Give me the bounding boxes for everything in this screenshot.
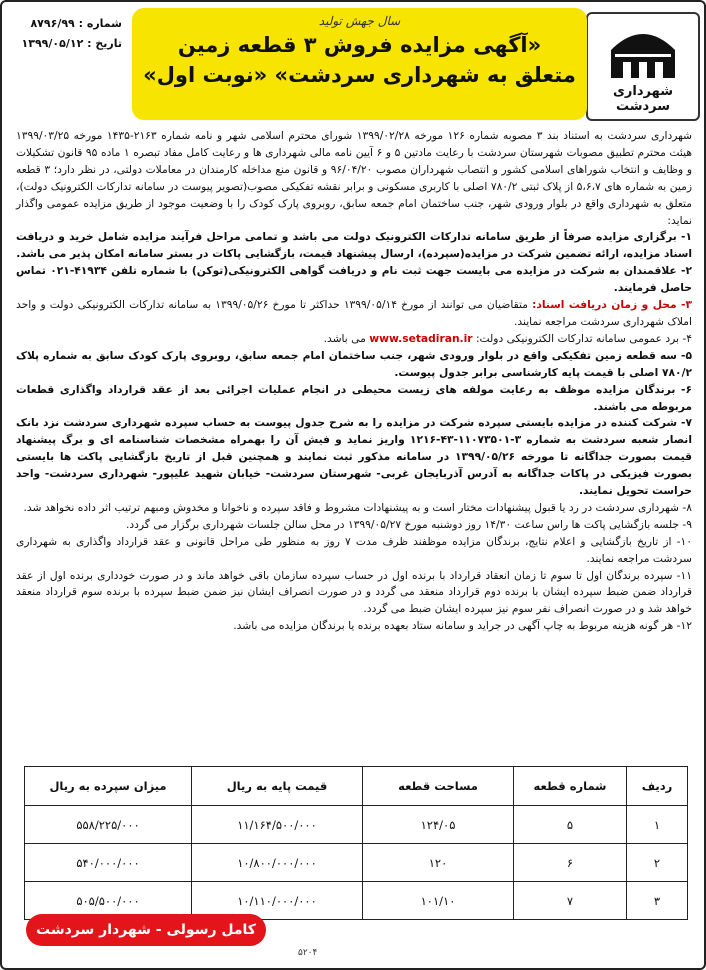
table-row: [25, 806, 688, 844]
col-row-header: ردیف: [627, 767, 688, 806]
cell-deposit: ۵۰۵/۵۰۰/۰۰۰: [25, 882, 192, 920]
cell-area: ۱۲۰: [363, 844, 514, 882]
cell-row: ۲: [627, 844, 688, 882]
clause-11: ۱۱- سپرده برندگان اول تا سوم تا زمان انعقاد قرارداد با برنده اول در حساب سپرده سازمان باقی خواهد ماند و در صورت خودداری برنده اول از عقد قرارداد ضمن ضبط سپرده ایشان با برنده دوم قرارداد منعقد می گردد و در صورت انصراف ایشان نیز ضمن ضبط سپرده با برنده سوم قرارداد منعقد خواهد شد و در صورت انصراف نفر سوم نیز سپرده ایشان ضبط می گردد.: [16, 568, 692, 616]
clause-3: [16, 297, 692, 331]
header: [2, 2, 706, 127]
cell-base-price: ۱۰/۸۰۰/۰۰۰/۰۰۰: [192, 844, 363, 882]
col-area-header: مساحت قطعه: [363, 767, 514, 806]
cell-area: ۱۰۱/۱۰: [363, 882, 514, 920]
clause-5: ۵- سه قطعه زمین تفکیکی واقع در بلوار ورودی شهر، جنب ساختمان امام جمعه سابق، روبروی پارک کودک سابق به شماره پلاک ۷۸۰/۲ اصلی با قیمت پایه کارشناسی برابر جدول پیوست.: [16, 348, 692, 379]
cell-area: ۱۲۴/۰۵: [363, 806, 514, 844]
col-parcel-header: شماره قطعه: [514, 767, 627, 806]
title-banner: [132, 8, 587, 120]
municipality-logo: [586, 12, 700, 121]
ad-body: [16, 128, 692, 635]
mayor-signature: کامل رسولی - شهردار سردشت: [26, 914, 266, 946]
clause-9: ۹- جلسه بازگشایی پاکت ها راس ساعت ۱۴/۳۰ روز دوشنبه مورخ ۱۳۹۹/۰۵/۲۷ در محل سالن جلسات شهرداری برگزار می گردد.: [125, 517, 692, 531]
col-deposit-header: میزان سپرده به ریال: [25, 767, 192, 806]
clause-12: ۱۲- هر گونه هزینه مربوط به چاپ آگهی در جراید و سامانه ستاد بعهده برنده یا برندگان مزایده می باشد.: [233, 619, 692, 633]
clause-8: ۸- شهرداری سردشت در رد یا قبول پیشنهادات مختار است و به پیشنهادات مشروط و فاقد سپرده و ناخوانا و مخدوش ومبهم ترتیب اثر داده نخواهد شد.: [23, 500, 692, 514]
logo-dome-icon: [603, 22, 683, 80]
clause-4-text: ۴- برد عمومی سامانه تدارکات الکترونیکی دولت:: [475, 331, 692, 345]
parcels-table: [24, 766, 688, 920]
cell-deposit: ۵۵۸/۲۲۵/۰۰۰: [25, 806, 192, 844]
clause-3-heading: ۳- محل و زمان دریافت اسناد:: [532, 298, 692, 312]
clause-10: ۱۰- از تاریخ بازگشایی و اعلام نتایج، برندگان مزایده موظفند ظرف مدت ۷ روز به منظور طی مراحل قانونی و عقد قرارداد واگذاری به شهرداری سردشت مراجعه نمایند.: [16, 534, 692, 565]
year-slogan: سال جهش تولید: [318, 14, 401, 28]
table-header-row: [25, 767, 688, 806]
col-base-price-header: قیمت پایه به ریال: [192, 767, 363, 806]
clause-1: ۱- برگزاری مزایده صرفاً از طریق سامانه تدارکات الکترونیک دولت می باشد و تمامی مراحل فرآیند مزایده شامل خرید و دریافت اسناد مزایده، ارائه تضمین شرکت در مزایده(سپرده)، ارسال پیشنهاد قیمت، بازگشایی پاکات در بستر سامانه امکان پذیر می باشد.: [16, 230, 692, 261]
clause-7: ۷- شرکت کننده در مزایده بایستی سپرده شرکت در مزایده را به شرح جدول پیوست به حساب سپرده شهرداری سردشت نزد بانک انصار شعبه سردشت به شماره ۳-۱۱۰۷۳۵۰۱-۴۳-۱۲۱۶ واریز نماید و فیش آن را بهمراه مشخصات شناسنامه ای و برگ پیشنهاد قیمت بصورت جداگانه تا مورخه ۱۳۹۹/۰۵/۲۶ در سامانه مذکور ثبت نمایند و همچنین قبل از تاریخ بازگشایی پاکت ها بایستی بصورت فیزیکی در پاکات جداگانه به آدرس آذربایجان غربی- شهرستان سردشت- خیابان شهید علیپور- شهرداری سردشت- واحد حراست تحویل نمایند.: [16, 416, 692, 498]
ad-number: شماره : ۸۷۹۶/۹۹: [30, 17, 122, 30]
ad-title-line1: «آگهی مزایده فروش ۳ قطعه زمین: [177, 33, 542, 57]
setadiran-link[interactable]: www.setadiran.ir: [369, 331, 473, 345]
cell-parcel: ۵: [514, 806, 627, 844]
clause-4: [16, 331, 692, 348]
clause-4-suffix: می باشد.: [323, 331, 366, 345]
intro-paragraph: شهرداری سردشت به استناد بند ۳ مصوبه شماره ۱۲۶ مورخه ۱۳۹۹/۰۲/۲۸ شورای محترم اسلامی شهر و نامه شماره ۲۱۶۳-۱۴۳۵ مورخه ۱۳۹۹/۰۳/۲۵ هیئت محترم تطبیق مصوبات شهرستان سردشت با رعایت مادتین ۵ و ۶ آیین نامه مالی شهرداری ها و رعایت کامل مفاد تبصره ۱ ماده ۹۵ قانون تشکیلات و وظایف و انتخاب شوراهای اسلامی کشور و انتصاب شهرداران مصوب ۹۶/۰۴/۲۰ و قانون منع مداخله کارمندان در معاملات دولتی، در نظر دارد؛ ۳ قطعه زمین به شماره های ۵،۶،۷ از پلاک ثبتی ۷۸۰/۲ اصلی با کاربری مسکونی و برابر نقشه تفکیکی مصوب(تصویر پیوست در سامانه تدارکات الکترونیک دولت)، متعلق به شهرداری واقع در بلوار ورودی شهر، جنب ساختمان امام جمعه سابق، روبروی پارک کودک را با وضعیت موجود از طریق مزایده عمومی واگذار نماید:: [16, 129, 692, 227]
logo-text: شهرداری سردشت: [613, 84, 673, 114]
clause-2: ۲- علاقمندان به شرکت در مزایده می بایست جهت ثبت نام و دریافت گواهی الکترونیکی(توکن) با شماره تلفن ۴۱۹۳۴-۰۲۱ تماس حاصل فرمایند.: [16, 264, 692, 295]
cell-row: ۱: [627, 806, 688, 844]
ad-meta: [12, 14, 122, 54]
ad-code: ۵۲۰۴: [298, 948, 318, 958]
cell-deposit: ۵۴۰/۰۰۰/۰۰۰: [25, 844, 192, 882]
cell-row: ۳: [627, 882, 688, 920]
clause-6: ۶- برندگان مزایده موظف به رعایت مولفه های زیست محیطی در انجام عملیات اجرائی بعد از عقد قرارداد واگذاری قطعات مربوطه می باشند.: [16, 382, 692, 413]
cell-base-price: ۱۱/۱۶۴/۵۰۰/۰۰۰: [192, 806, 363, 844]
cell-parcel: ۷: [514, 882, 627, 920]
table-row: [25, 844, 688, 882]
cell-parcel: ۶: [514, 844, 627, 882]
clause-3-text: متقاضیان می توانند از مورخ ۱۳۹۹/۰۵/۱۴ حداکثر تا مورخ ۱۳۹۹/۰۵/۲۶ به سامانه تدارکات الکترونیکی دولت و واحد املاک شهرداری سردشت مراجعه نمایند.: [16, 298, 692, 328]
cell-base-price: ۱۰/۱۱۰/۰۰۰/۰۰۰: [192, 882, 363, 920]
ad-title-line2: متعلق به شهرداری سردشت» «نوبت اول»: [143, 63, 576, 87]
ad-date: تاریخ : ۱۳۹۹/۰۵/۱۲: [21, 37, 122, 50]
